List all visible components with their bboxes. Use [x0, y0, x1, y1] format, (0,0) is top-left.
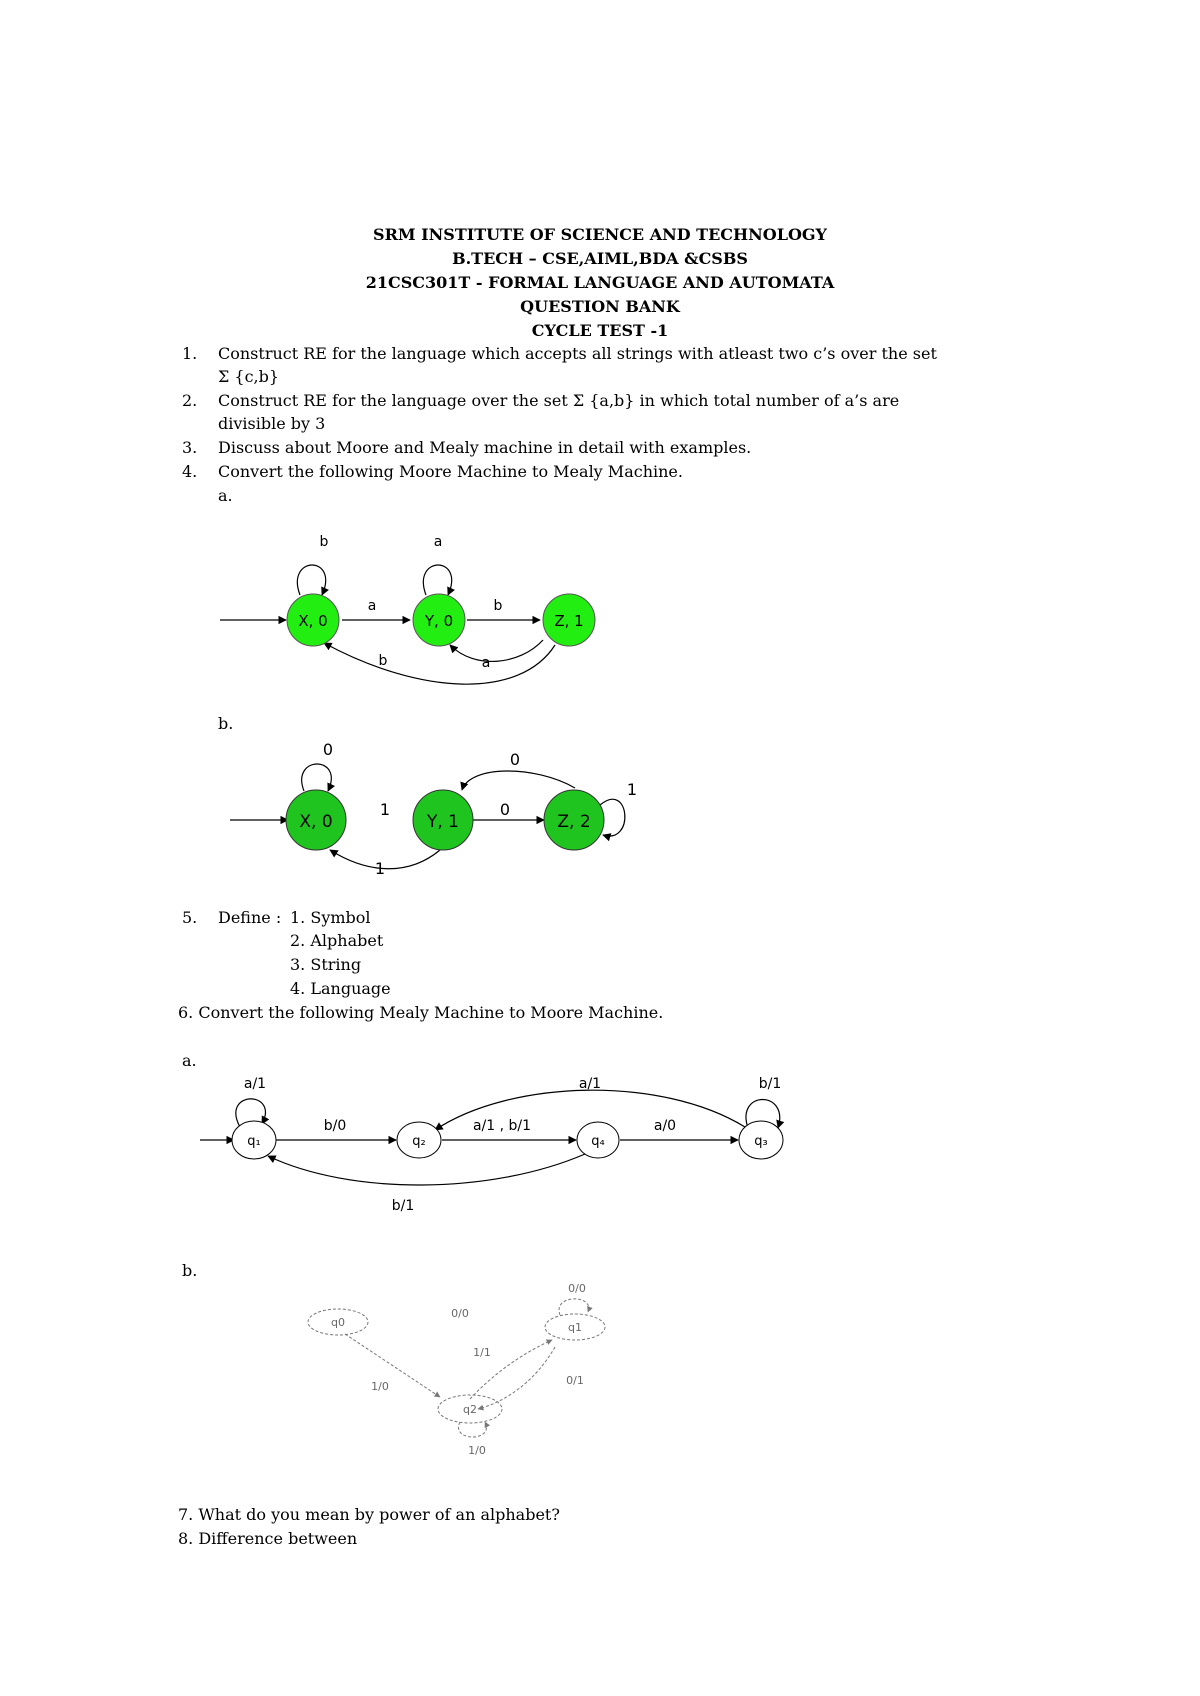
edge-z-y [462, 771, 575, 790]
institute-name: SRM INSTITUTE OF SCIENCE AND TECHNOLOGY [373, 225, 827, 244]
state-z-label: Z, 2 [557, 812, 591, 832]
q5-item-3: 3. String [290, 955, 362, 974]
edge-z-y [450, 640, 543, 661]
label-loop-q2: 1/0 [468, 1444, 486, 1457]
q5-item-1: 1. Symbol [290, 908, 371, 927]
q2-line2: divisible by 3 [218, 414, 326, 433]
q8-text: 8. Difference between [178, 1529, 358, 1548]
state-q3-label: q₃ [754, 1134, 768, 1149]
label-loop-q3: b/1 [758, 1076, 782, 1092]
moore-machine-b-diagram [200, 735, 660, 895]
label-q4-q3: a/0 [653, 1118, 677, 1134]
q5-number: 5. [182, 908, 198, 927]
label-loop-q1: 0/0 [568, 1282, 586, 1295]
label-y-z: 0 [499, 800, 511, 819]
q1-line1: Construct RE for the language which accepts all strings with atleast two c’s over the set [218, 344, 937, 363]
q6-part-a-label: a. [182, 1051, 197, 1070]
test-name: CYCLE TEST -1 [531, 321, 669, 340]
loop-y [423, 565, 451, 595]
state-q2-label: q₂ [412, 1134, 426, 1149]
loop-q2 [459, 1422, 487, 1437]
state-q1-label: q1 [568, 1321, 582, 1334]
label-q1-q2: 0/1 [566, 1374, 584, 1387]
q7-text: 7. What do you mean by power of an alphabet? [178, 1505, 560, 1524]
state-q0-label: q0 [331, 1316, 345, 1329]
label-x-y: 1 [379, 800, 391, 819]
loop-x [302, 764, 332, 791]
loop-x [297, 565, 325, 595]
label-z-y: a [481, 655, 491, 671]
label-z-x: b [378, 653, 388, 669]
label-q0-q2: 1/0 [371, 1380, 389, 1393]
q2-number: 2. [182, 391, 198, 410]
label-y-z: b [493, 598, 503, 614]
state-q4-label: q₄ [591, 1134, 605, 1149]
label-q1-q2: b/0 [323, 1118, 347, 1134]
label-loop-x: b [319, 534, 329, 550]
q1-line2: Σ {c,b} [218, 367, 280, 386]
label-z-y: 0 [509, 750, 521, 769]
q6-text: 6. Convert the following Mealy Machine to Moore Machine. [178, 1003, 664, 1022]
state-x-label: X, 0 [298, 612, 328, 630]
q6-part-b-label: b. [182, 1261, 198, 1280]
edge-z-x [324, 643, 555, 684]
edge-q0-q2 [345, 1334, 440, 1397]
label-q4-q1: b/1 [391, 1198, 415, 1214]
state-q2-label: q2 [463, 1403, 477, 1416]
program-name: B.TECH – CSE,AIML,BDA &CSBS [452, 249, 748, 268]
label-loop-y: a [433, 534, 443, 550]
edge-q4-q1 [268, 1154, 585, 1185]
q1-number: 1. [182, 344, 198, 363]
q2-line1: Construct RE for the language over the set Σ {a,b} in which total number of a’s are [218, 391, 900, 410]
mealy-machine-a-diagram [190, 1070, 810, 1220]
q5-prefix: Define : [218, 908, 282, 927]
label-y-x: 1 [374, 859, 386, 878]
document-title: QUESTION BANK [520, 297, 680, 316]
q3-number: 3. [182, 438, 198, 457]
label-float: 0/0 [451, 1307, 469, 1320]
q4-text: Convert the following Moore Machine to Mealy Machine. [218, 462, 683, 481]
label-q2-q1: 1/1 [473, 1346, 491, 1359]
q5-item-4: 4. Language [290, 979, 391, 998]
q4-part-a-label: a. [218, 486, 233, 505]
q5-item-2: 2. Alphabet [290, 931, 384, 950]
q4-part-b-label: b. [218, 714, 234, 733]
q4-number: 4. [182, 462, 198, 481]
state-z-label: Z, 1 [554, 612, 584, 630]
moore-machine-a-diagram [200, 525, 640, 700]
label-x-y: a [367, 598, 377, 614]
label-q3-q2: a/1 [578, 1076, 602, 1092]
label-loop-x: 0 [322, 740, 334, 759]
state-q1-label: q₁ [247, 1134, 261, 1149]
loop-q1 [559, 1299, 589, 1315]
course-title: 21CSC301T - FORMAL LANGUAGE AND AUTOMATA [365, 273, 835, 292]
state-y-label: Y, 1 [426, 812, 460, 832]
state-y-label: Y, 0 [424, 612, 454, 630]
mealy-machine-b-diagram [290, 1282, 630, 1462]
label-loop-z: 1 [626, 780, 638, 799]
label-q2-q4: a/1 , b/1 [472, 1118, 532, 1134]
label-loop-q1: a/1 [243, 1076, 267, 1092]
q3-text: Discuss about Moore and Mealy machine in detail with examples. [218, 438, 752, 457]
state-x-label: X, 0 [299, 812, 333, 832]
